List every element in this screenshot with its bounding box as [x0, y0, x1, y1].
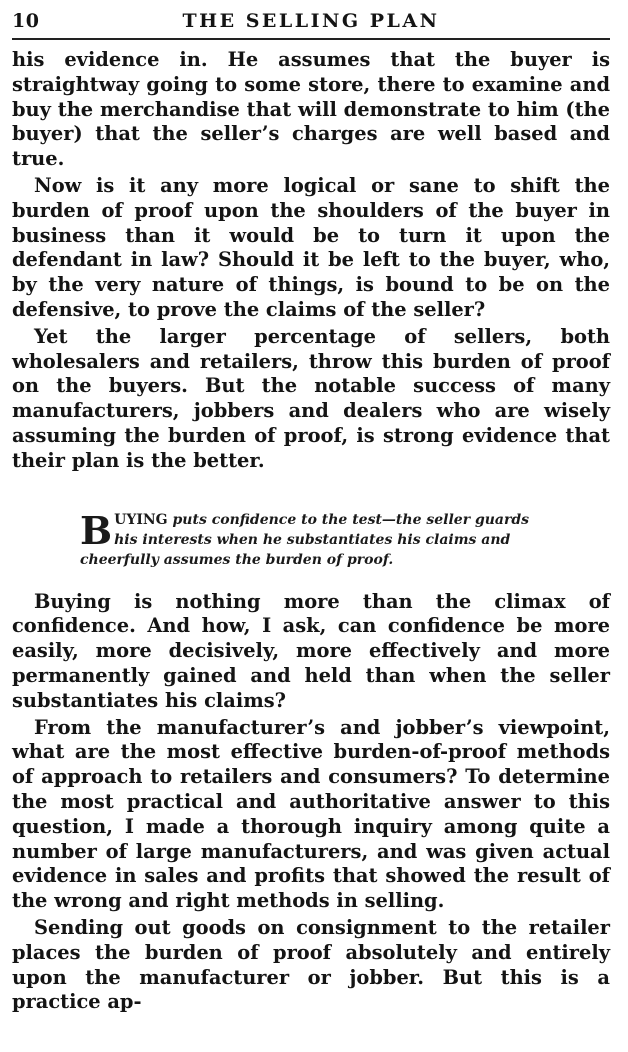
book-page [12, 8, 610, 1015]
pull-quote-lead-word: UYING [114, 511, 168, 528]
drop-cap: B [80, 507, 113, 553]
paragraph-continued: his evidence in. He assumes that the buyer is straightway going to some store, there to examine and buy the merchandise that will demonstrate to him (the buyer) that the seller’s charges are well based and true. [12, 48, 610, 171]
paragraph: Sending out goods on consignment to the retailer places the burden of proof absolutely and entirely upon the manufacturer or jobber. But this is a practice ap- [12, 915, 610, 1014]
paragraph: Buying is nothing more than the climax of confidence. And how, I ask, can confidence be more easily, more decisively, more effectively and more permanently gained and held than when the seller substantiates his claims? [12, 589, 610, 712]
paragraph: Now is it any more logical or sane to shift the burden of proof upon the shoulders of the buyer in business than it would be to turn it upon the defendant in law? Should it be left to the buyer, who, by the very nature of things, is bound to be on the defensive, to prove the claims of the seller? [12, 173, 610, 321]
page-number: 10 [12, 10, 40, 32]
body-text [12, 48, 610, 1015]
pull-quote [80, 507, 550, 570]
pull-quote-text: puts confidence to the test—the seller guards his interests when he substantiates his claims and cheerfully assumes the burden of proof. [80, 511, 530, 568]
running-title: THE SELLING PLAN [182, 10, 440, 32]
running-head [12, 8, 610, 40]
paragraph: From the manufacturer’s and jobber’s viewpoint, what are the most effective burden-of-proof methods of approach to retailers and consumers? To determine the most practical and authoritative answer to this question, I made a thorough inquiry among quite a number of large manufacturers, and was given actual evidence in sales and profits that showed the result of the wrong and right methods in selling. [12, 715, 610, 913]
paragraph: Yet the larger percentage of sellers, both wholesalers and retailers, throw this burden of proof on the buyers. But the notable success of many manufacturers, jobbers and dealers who are wisely assuming the burden of proof, is strong evidence that their plan is the better. [12, 324, 610, 472]
